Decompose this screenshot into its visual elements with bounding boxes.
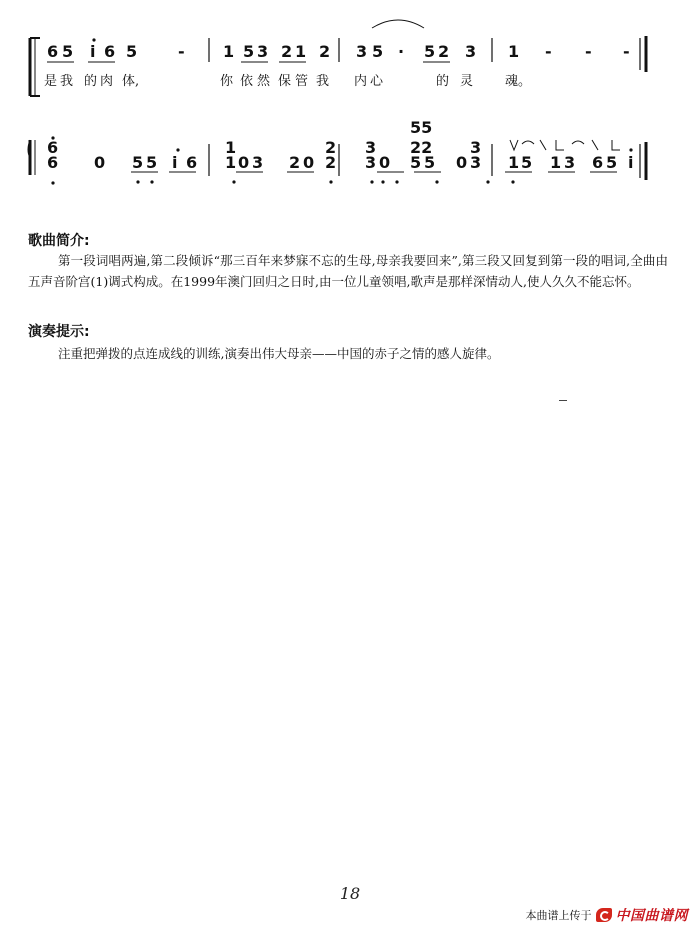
note: 1	[225, 153, 237, 172]
lyric: 你	[220, 74, 234, 89]
note: 1	[223, 42, 235, 61]
site-name: 中国曲谱网	[615, 908, 688, 924]
note: 0	[238, 153, 250, 172]
note: 1	[508, 153, 520, 172]
note: 1	[550, 153, 562, 172]
note: 5	[410, 153, 422, 172]
stray-mark	[559, 400, 567, 401]
intro-heading: 歌曲简介:	[28, 233, 90, 249]
note: 2	[325, 153, 337, 172]
note: -	[585, 42, 592, 61]
lyric: 魂。	[505, 74, 532, 89]
note: -	[623, 42, 630, 61]
note: 5	[126, 42, 138, 61]
note: 2	[289, 153, 301, 172]
lyric: 是	[44, 74, 58, 89]
note: 5	[132, 153, 144, 172]
note: 6	[47, 42, 59, 61]
lyric: 我	[316, 74, 330, 89]
note: 1	[508, 42, 520, 61]
lyric: 肉	[100, 74, 114, 89]
note: 6	[47, 153, 59, 172]
note: 5	[243, 42, 255, 61]
chord-note: 22	[410, 138, 433, 157]
note: -	[545, 42, 552, 61]
chord-note: 6	[47, 138, 59, 157]
lyric: 的	[436, 74, 450, 89]
note: 5	[62, 42, 74, 61]
lyrics	[44, 73, 531, 89]
note: i	[628, 153, 634, 172]
note: 5	[424, 42, 436, 61]
note: 3	[465, 42, 477, 61]
tips-paragraph: 注重把弹拨的点连成线的训练,演奏出伟大母亲——中国的赤子之情的感人旋律。	[58, 346, 500, 361]
lyric: 然	[257, 74, 271, 89]
site-logo-icon	[596, 908, 612, 922]
note: 2	[438, 42, 450, 61]
note: 3	[252, 153, 264, 172]
note: 3	[365, 153, 377, 172]
lyric: 我	[60, 74, 74, 89]
note: 6	[104, 42, 116, 61]
chord-note: 3	[365, 138, 377, 157]
note: 6	[186, 153, 198, 172]
note: -	[178, 42, 185, 61]
note: 2	[281, 42, 293, 61]
note: 2	[319, 42, 331, 61]
music-score	[0, 0, 700, 205]
lyric: 内	[354, 74, 368, 89]
note: 5	[372, 42, 384, 61]
note: i	[172, 153, 178, 172]
chord-note: 2	[325, 138, 337, 157]
note: 0	[303, 153, 315, 172]
note: 0	[94, 153, 106, 172]
lyric: 心	[370, 74, 384, 89]
lyric: 依	[240, 74, 254, 89]
lyric: 保	[278, 74, 292, 89]
chord-note: 55	[410, 118, 433, 137]
note: 3	[356, 42, 368, 61]
lyric: 体,	[122, 74, 140, 89]
note: 0	[379, 153, 391, 172]
note: 5	[606, 153, 618, 172]
chord-note: 3	[470, 138, 482, 157]
note: i	[90, 42, 96, 61]
lyric: 的	[84, 74, 98, 89]
note: 3	[470, 153, 482, 172]
note: 3	[257, 42, 269, 61]
lower-accompaniment	[47, 153, 633, 172]
note: 5	[521, 153, 533, 172]
note: 6	[592, 153, 604, 172]
page-number: 18	[339, 884, 361, 903]
upper-melody	[47, 42, 630, 61]
chord-note: 1	[225, 138, 237, 157]
lyric: 灵	[460, 74, 474, 89]
note: 5	[146, 153, 158, 172]
note: 3	[564, 153, 576, 172]
note: ·	[398, 42, 405, 61]
note: 0	[456, 153, 468, 172]
lower-chords	[47, 118, 481, 157]
lyric: 管	[295, 74, 309, 89]
intro-paragraph: 第一段词唱两遍,第二段倾诉“那三百年来梦寐不忘的生母,母亲我要回来”,第三段又回复到第一段的唱词,全曲由五声音阶宫(1)调式构成。在1999年澳门回归之日时,由一位儿童领唱,歌声是那样深情动人,使人久久不能忘怀。	[28, 253, 668, 289]
note: 5	[424, 153, 436, 172]
note: 1	[295, 42, 307, 61]
tips-heading: 演奏提示:	[28, 324, 90, 340]
upload-text: 本曲谱上传于	[525, 909, 592, 922]
source-footer	[526, 906, 689, 924]
